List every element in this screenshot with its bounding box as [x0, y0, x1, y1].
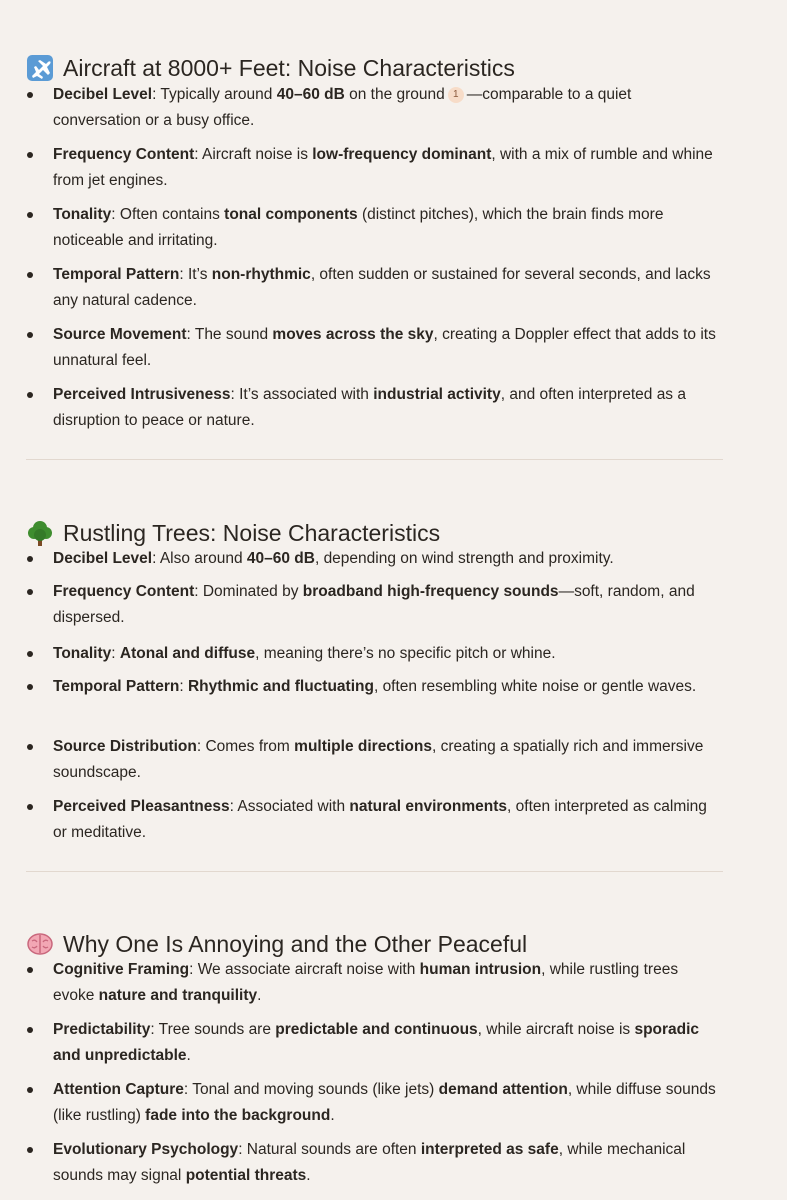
list-item: Evolutionary Psychology: Natural sounds are often interpreted as safe, while mechanical sounds may signal potential threats.: [53, 1137, 723, 1189]
airplane-icon: [26, 54, 54, 82]
tree-icon: [26, 519, 54, 547]
list-item: Tonality: Often contains tonal components (distinct pitches), which the brain finds more noticeable and irritating.: [53, 202, 723, 254]
section-heading: [26, 516, 440, 550]
list-item: Decibel Level: Typically around 40–60 dB on the ground 1 —comparable to a quiet conversation or a busy office.: [53, 82, 723, 134]
section-divider: [26, 459, 723, 460]
section-heading: [26, 927, 527, 961]
section-heading-text: Why One Is Annoying and the Other Peaceful: [63, 930, 528, 957]
section-heading-text: Aircraft at 8000+ Feet: Noise Characteristics: [63, 54, 515, 81]
section-heading: [26, 51, 515, 85]
list-item: Cognitive Framing: We associate aircraft noise with human intrusion, while rustling trees evoke nature and tranquility.: [53, 957, 723, 1009]
section-heading-text: Rustling Trees: Noise Characteristics: [63, 519, 441, 546]
list-item: Decibel Level: Also around 40–60 dB, depending on wind strength and proximity.: [53, 546, 723, 572]
list-item: Attention Capture: Tonal and moving sounds (like jets) demand attention, while diffuse sounds (like rustling) fade into the background.: [53, 1077, 723, 1129]
brain-icon: [26, 930, 54, 958]
list-item: Frequency Content: Aircraft noise is low-frequency dominant, with a mix of rumble and whine from jet engines.: [53, 142, 723, 194]
list-item: Source Distribution: Comes from multiple directions, creating a spatially rich and immersive soundscape.: [53, 734, 723, 786]
list-item: Frequency Content: Dominated by broadband high-frequency sounds—soft, random, and dispersed.: [53, 579, 723, 631]
list-item: Temporal Pattern: Rhythmic and fluctuating, often resembling white noise or gentle waves.: [53, 674, 723, 700]
list-item: Tonality: Atonal and diffuse, meaning there’s no specific pitch or whine.: [53, 641, 723, 667]
section-divider: [26, 871, 723, 872]
citation-badge[interactable]: 1: [448, 87, 464, 103]
list-item: Source Movement: The sound moves across the sky, creating a Doppler effect that adds to its unnatural feel.: [53, 322, 723, 374]
list-item: Perceived Pleasantness: Associated with natural environments, often interpreted as calming or meditative.: [53, 794, 723, 846]
list-item: Temporal Pattern: It’s non-rhythmic, often sudden or sustained for several seconds, and lacks any natural cadence.: [53, 262, 723, 314]
list-item: Perceived Intrusiveness: It’s associated with industrial activity, and often interpreted as a disruption to peace or nature.: [53, 382, 723, 434]
list-item: Predictability: Tree sounds are predictable and continuous, while aircraft noise is sporadic and unpredictable.: [53, 1017, 723, 1069]
